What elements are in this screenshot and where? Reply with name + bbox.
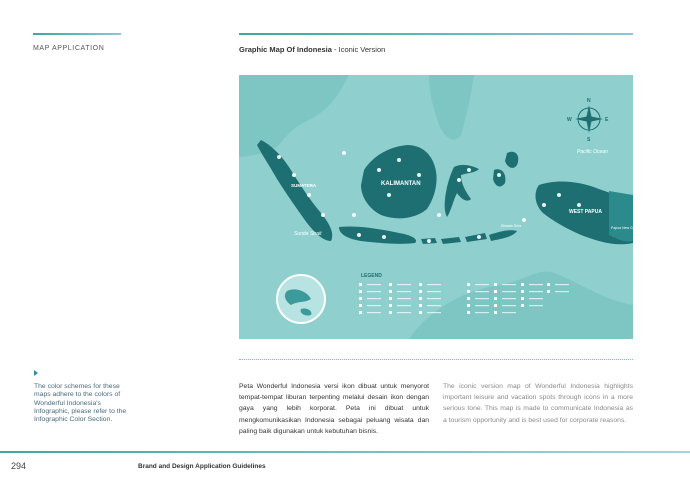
compass-s: S [587, 137, 591, 143]
header-rule-left [33, 33, 121, 35]
title-rest: Iconic Version [338, 45, 386, 54]
label-pacific: Pacific Ocean [577, 149, 608, 155]
png-region [609, 191, 633, 242]
header-rule-right [239, 33, 633, 35]
label-west-papua: WEST PAPUA [569, 209, 602, 215]
label-png: Papua New Guinea [611, 226, 642, 230]
color-scheme-note: The color schemes for these maps adhere to the colors of Wonderful Indonesia's Infographic, please refer to the Infographic Color Section. [34, 383, 127, 424]
label-kalimantan: KALIMANTAN [381, 181, 421, 187]
title-bold: Graphic Map Of Indonesia [239, 45, 332, 54]
footer-title: Brand and Design Application Guidelines [138, 463, 266, 470]
compass-e: E [605, 117, 609, 123]
label-sumatera: SUMATERA [291, 183, 317, 188]
divider-dotted [239, 359, 633, 360]
page-title [239, 45, 385, 54]
section-label: MAP APPLICATION [33, 45, 105, 52]
footer-rule [0, 451, 690, 453]
compass-w: W [567, 117, 572, 123]
legend-title: LEGEND [361, 273, 382, 279]
page-number: 294 [11, 461, 27, 471]
body-english: The iconic version map of Wonderful Indonesia highlights important leisure and vacation spots through icons in a more serious tone. This map is made to communicate Indonesia as a tourism opportunity and is best used for corporate reasons. [443, 383, 633, 424]
globe-inset [277, 275, 325, 323]
label-sunda: Sunda Strait [294, 231, 322, 237]
triangle-marker-icon [34, 370, 38, 376]
body-indonesian: Peta Wonderful Indonesia versi ikon dibuat untuk menyorot tempat-tempat liburan terpenting melalui desain ikon dengan gaya yang lebih korporat. Peta ini dibuat untuk mengkomunikasikan Indonesia sebagai peluang wisata dan paling baik digunakan untuk kebutuhan bisnis. [239, 383, 429, 435]
compass-n: N [587, 98, 591, 104]
title-separator: - [331, 45, 339, 54]
indonesia-map [239, 75, 642, 339]
label-banda: Banda Sea [501, 223, 521, 228]
